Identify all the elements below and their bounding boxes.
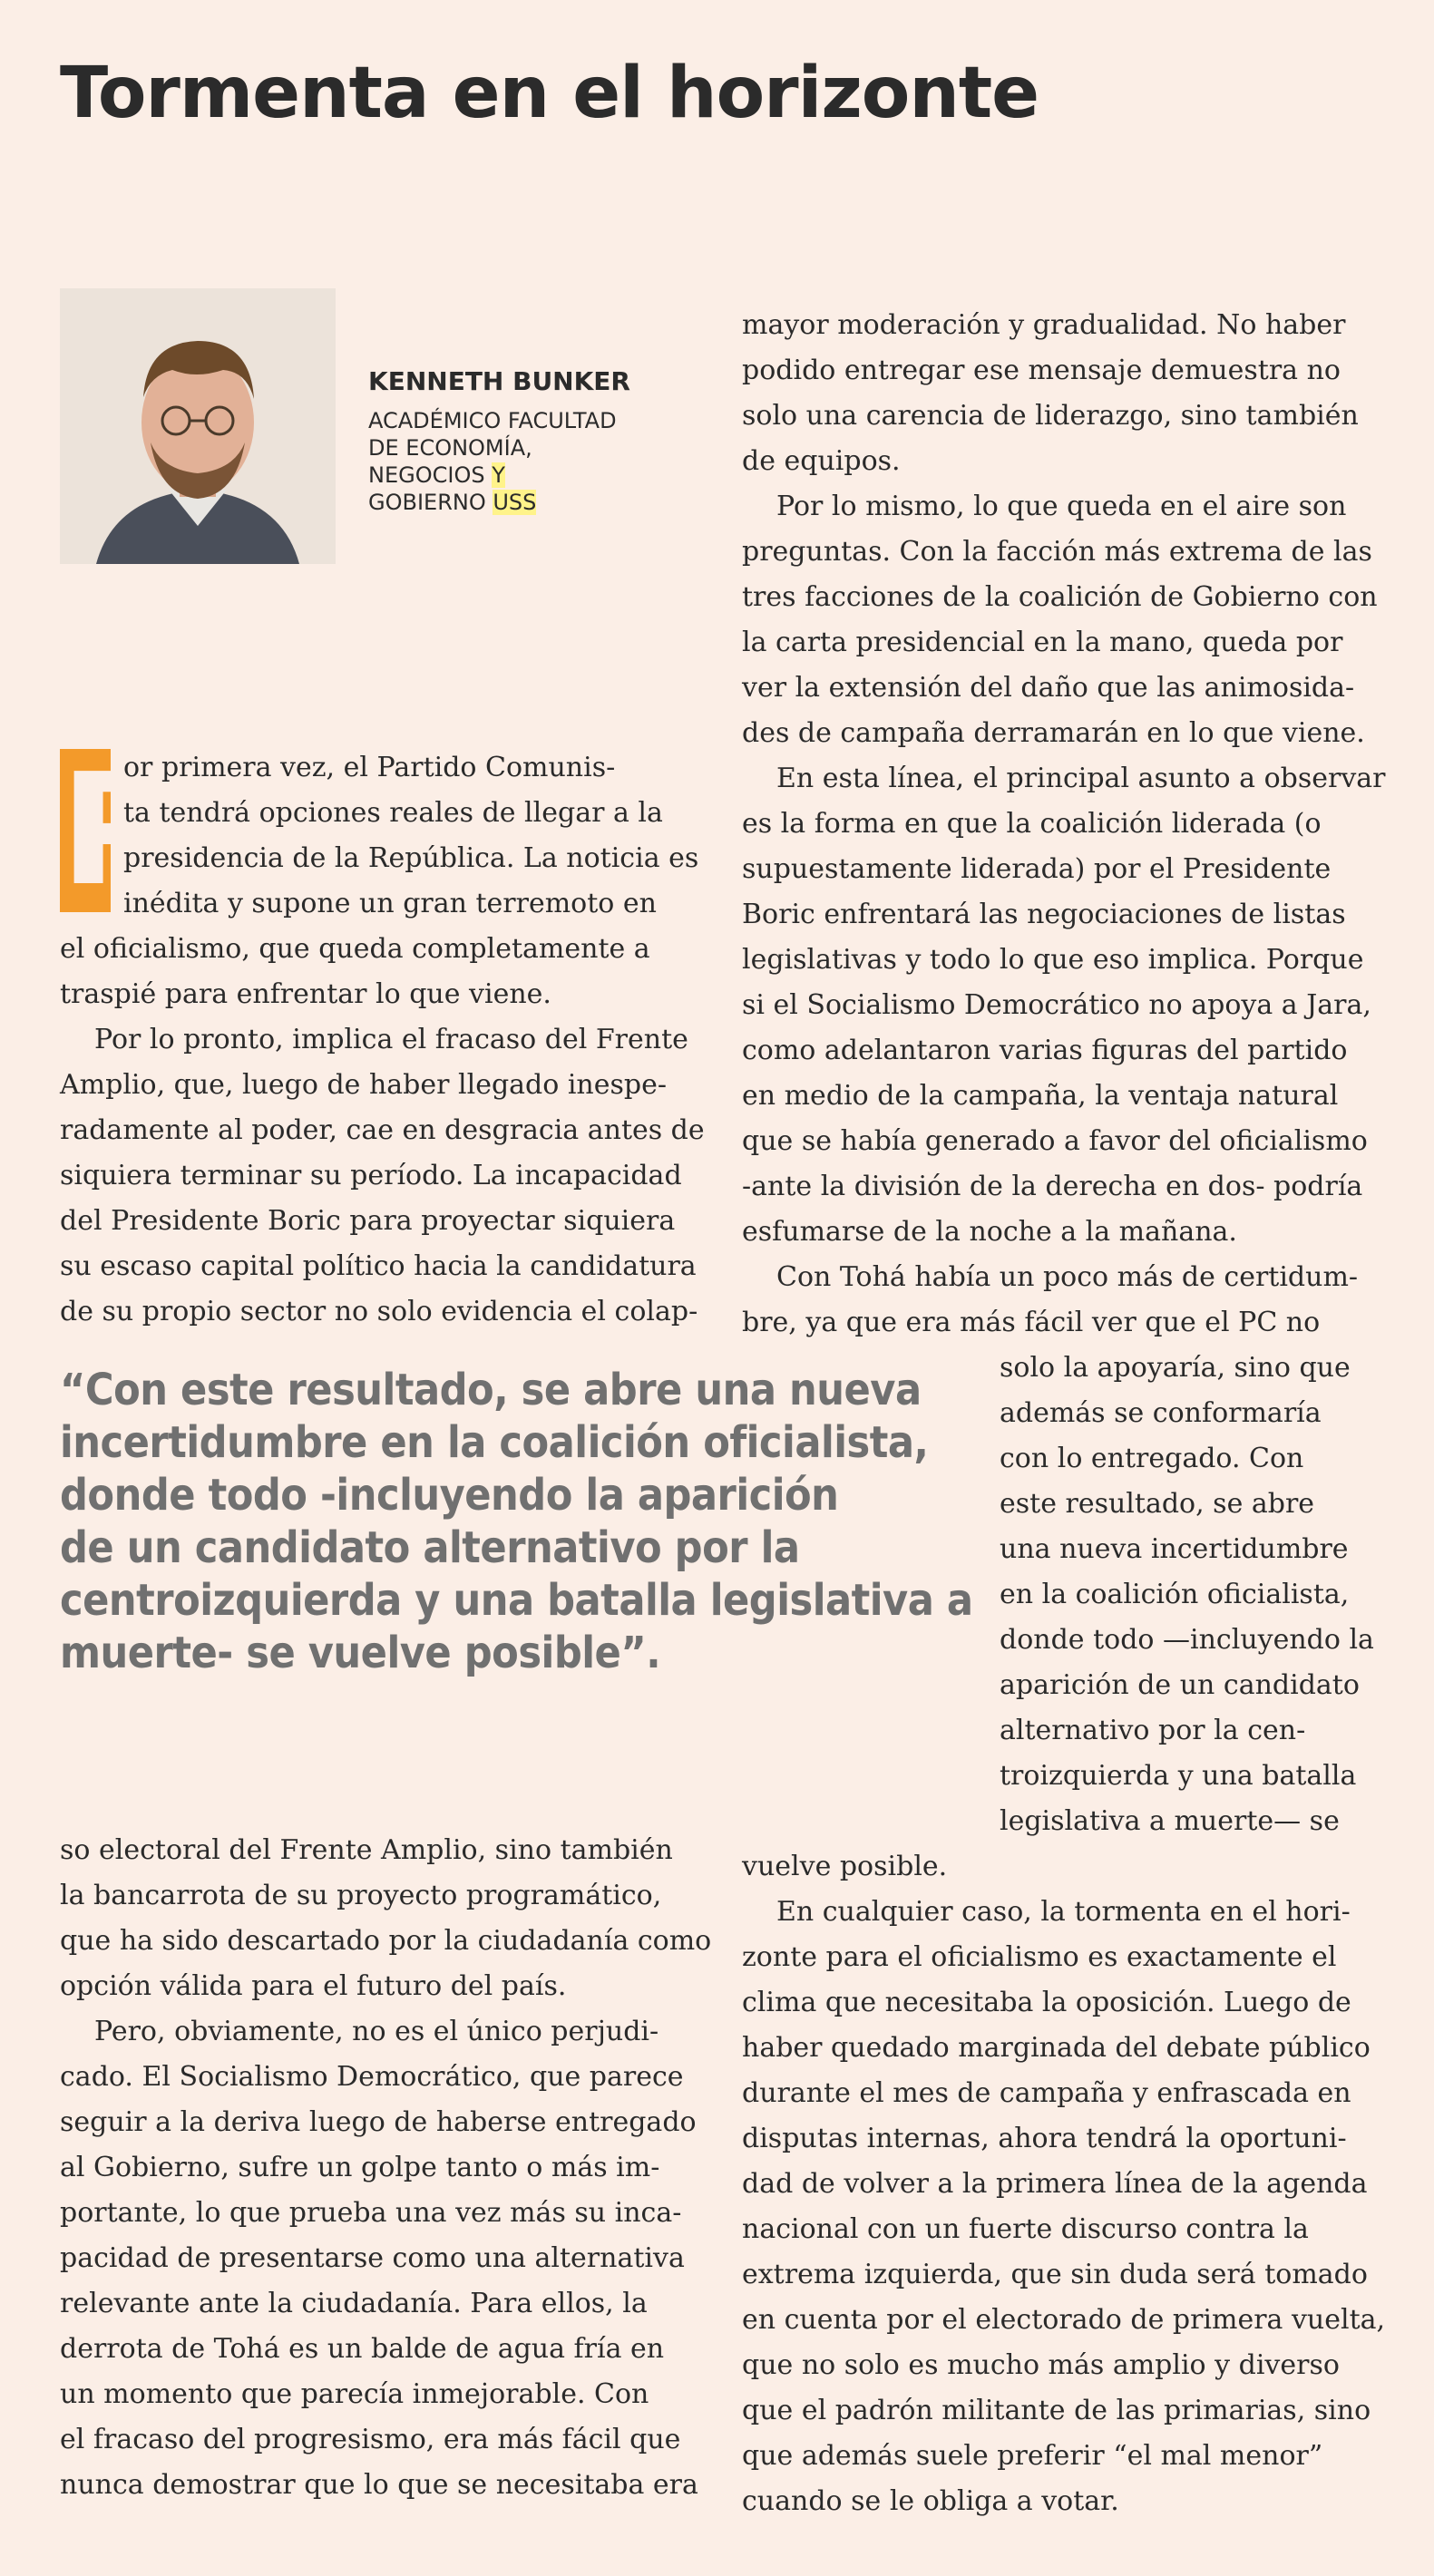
text-line: durante el mes de campaña y enfrascada en (742, 2077, 1351, 2109)
text-line: de equipos. (742, 445, 901, 477)
text-line: relevante ante la ciudadanía. Para ellos, la (60, 2288, 648, 2319)
text-line: Con Tohá había un poco más de certidum- (776, 1261, 1359, 1293)
text-line: mayor moderación y gradualidad. No haber (742, 309, 1346, 341)
text-line: cado. El Socialismo Democrático, que parece (60, 2061, 684, 2093)
author-role-text: GOBIERNO USS (368, 490, 537, 515)
author-role-text: NEGOCIOS Y (368, 462, 505, 488)
col2-paragraph-4-narrow (1000, 1346, 1374, 1844)
text-line: nunca demostrar que lo que se necesitaba era (60, 2469, 698, 2501)
text-line: opción válida para el futuro del país. (60, 1970, 567, 2002)
text-line: en la coalición oficialista, (1000, 1579, 1350, 1610)
text-line: presidencia de la República. La noticia es (123, 842, 699, 874)
text-line: disputas internas, ahora tendrá la oportuni- (742, 2123, 1347, 2154)
col2-paragraph-1 (742, 303, 1359, 484)
text-line: preguntas. Con la facción más extrema de las (742, 536, 1372, 568)
text-line: ta tendrá opciones reales de llegar a la (123, 797, 663, 829)
text-line: es la forma en que la coalición liderada (o (742, 808, 1322, 840)
text-line: como adelantaron varias figuras del partido (742, 1035, 1348, 1066)
drop-cap: P (60, 741, 173, 920)
text-line: ver la extensión del daño que las animosida- (742, 672, 1355, 704)
author-role-line (368, 462, 630, 489)
text-line: Por lo pronto, implica el fracaso del Frente (94, 1024, 688, 1055)
author-byline (368, 366, 630, 516)
text-line: -ante la división de la derecha en dos- podría (742, 1171, 1363, 1202)
text-line: Boric enfrentará las negociaciones de listas (742, 899, 1346, 930)
text-line: zonte para el oficialismo es exactamente el (742, 1941, 1337, 1973)
text-line: donde todo —incluyendo la (1000, 1624, 1374, 1656)
text-line: derrota de Tohá es un balde de agua fría en (60, 2333, 665, 2365)
text-line: En esta línea, el principal asunto a observar (776, 763, 1386, 794)
text-line: aparición de un candidato (1000, 1669, 1360, 1701)
text-line: pacidad de presentarse como una alternativa (60, 2242, 685, 2274)
text-line: so electoral del Frente Amplio, sino también (60, 1834, 673, 1866)
col1-paragraph-1-rest (60, 927, 650, 1017)
text-line: radamente al poder, cae en desgracia antes de (60, 1114, 705, 1146)
col2-paragraph-5 (742, 1890, 1385, 2524)
author-role-line (368, 489, 630, 516)
text-line: En cualquier caso, la tormenta en el hori- (776, 1896, 1351, 1928)
text-line: bre, ya que era más fácil ver que el PC no (742, 1307, 1321, 1338)
pull-quote-line: donde todo -incluyendo la aparición (60, 1470, 839, 1521)
author-photo (60, 288, 336, 564)
text-line: solo una carencia de liderazgo, sino también (742, 400, 1359, 432)
text-line: or primera vez, el Partido Comunis- (123, 752, 616, 783)
text-line: des de campaña derramarán en lo que viene. (742, 717, 1365, 749)
pull-quote-line: de un candidato alternativo por la (60, 1522, 800, 1573)
author-role (368, 407, 630, 516)
text-line: una nueva incertidumbre (1000, 1533, 1349, 1565)
col2-paragraph-4-end (742, 1844, 947, 1890)
text-line: seguir a la deriva luego de haberse entregado (60, 2106, 697, 2138)
pull-quote-line: “Con este resultado, se abre una nueva (60, 1365, 922, 1415)
article-title: Tormenta en el horizonte (60, 53, 1039, 134)
text-line: de su propio sector no solo evidencia el colap- (60, 1296, 698, 1327)
text-line: Pero, obviamente, no es el único perjudi- (94, 2016, 659, 2047)
col1-paragraph-1-intro (123, 745, 698, 927)
text-line: en cuenta por el electorado de primera vuelta, (742, 2304, 1386, 2336)
author-role-line: ACADÉMICO FACULTAD (368, 408, 617, 433)
pull-quote-line: incertidumbre en la coalición oficialista, (60, 1417, 929, 1468)
text-line: traspié para enfrentar lo que viene. (60, 978, 551, 1010)
text-line: supuestamente liderada) por el Presidente (742, 853, 1332, 885)
col1-paragraph-3 (60, 2009, 698, 2508)
text-line: al Gobierno, sufre un golpe tanto o más im- (60, 2152, 660, 2183)
text-line: que además suele preferir “el mal menor” (742, 2440, 1323, 2472)
text-line: la carta presidencial en la mano, queda por (742, 627, 1343, 658)
text-line: el oficialismo, que queda completamente a (60, 933, 650, 965)
text-line: podido entregar ese mensaje demuestra no (742, 355, 1341, 386)
col1-paragraph-2-continued (60, 1828, 711, 2009)
author-role-line: DE ECONOMÍA, (368, 435, 532, 461)
text-line: su escaso capital político hacia la candidatura (60, 1250, 697, 1282)
text-line: extrema izquierda, que sin duda será tomado (742, 2259, 1368, 2290)
text-line: cuando se le obliga a votar. (742, 2485, 1119, 2517)
text-line: un momento que parecía inmejorable. Con (60, 2378, 649, 2410)
text-line: del Presidente Boric para proyectar siquiera (60, 1205, 676, 1237)
highlight-mark: USS (493, 490, 537, 515)
text-line: esfumarse de la noche a la mañana. (742, 1216, 1237, 1248)
col2-paragraph-4 (742, 1255, 1358, 1346)
text-line: si el Socialismo Democrático no apoya a Jara, (742, 989, 1371, 1021)
col1-paragraph-2 (60, 1017, 705, 1335)
text-line: dad de volver a la primera línea de la agenda (742, 2168, 1368, 2200)
text-line: portante, lo que prueba una vez más su inca- (60, 2197, 682, 2229)
text-line: que ha sido descartado por la ciudadanía como (60, 1925, 712, 1957)
author-name: KENNETH BUNKER (368, 366, 630, 396)
text-line: la bancarrota de su proyecto programático, (60, 1880, 662, 1911)
text-line: este resultado, se abre (1000, 1488, 1315, 1520)
text-line: con lo entregado. Con (1000, 1443, 1304, 1474)
text-line: Por lo mismo, lo que queda en el aire son (776, 491, 1347, 522)
text-line: además se conformaría (1000, 1397, 1322, 1429)
text-line: solo la apoyaría, sino que (1000, 1352, 1351, 1384)
highlight-mark: Y (492, 462, 505, 488)
text-line: inédita y supone un gran terremoto en (123, 888, 657, 919)
text-line: alternativo por la cen- (1000, 1715, 1306, 1746)
pull-quote-line: muerte- se vuelve posible”. (60, 1628, 661, 1678)
text-line: haber quedado marginada del debate público (742, 2032, 1371, 2064)
pull-quote-line: centroizquierda y una batalla legislativa a (60, 1575, 973, 1626)
pull-quote (60, 1364, 973, 1679)
text-line: tres facciones de la coalición de Gobierno con (742, 581, 1378, 613)
text-line: legislativas y todo lo que eso implica. Porque (742, 944, 1364, 976)
text-line: nacional con un fuerte discurso contra la (742, 2213, 1309, 2245)
text-line: vuelve posible. (742, 1851, 948, 1882)
text-line: Amplio, que, luego de haber llegado inespe- (60, 1069, 667, 1101)
text-line: en medio de la campaña, la ventaja natural (742, 1080, 1339, 1112)
text-line: que se había generado a favor del oficialismo (742, 1125, 1368, 1157)
text-line: siquiera terminar su período. La incapacidad (60, 1160, 682, 1191)
text-line: que no solo es mucho más amplio y diverso (742, 2349, 1340, 2381)
col2-paragraph-3 (742, 756, 1386, 1255)
text-line: legislativa a muerte— se (1000, 1805, 1340, 1837)
text-line: clima que necesitaba la oposición. Luego de (742, 1987, 1351, 2018)
text-line: que el padrón militante de las primarias, sino (742, 2395, 1371, 2426)
col2-paragraph-2 (742, 484, 1378, 756)
text-line: el fracaso del progresismo, era más fácil que (60, 2424, 681, 2455)
text-line: troizquierda y una batalla (1000, 1760, 1357, 1792)
